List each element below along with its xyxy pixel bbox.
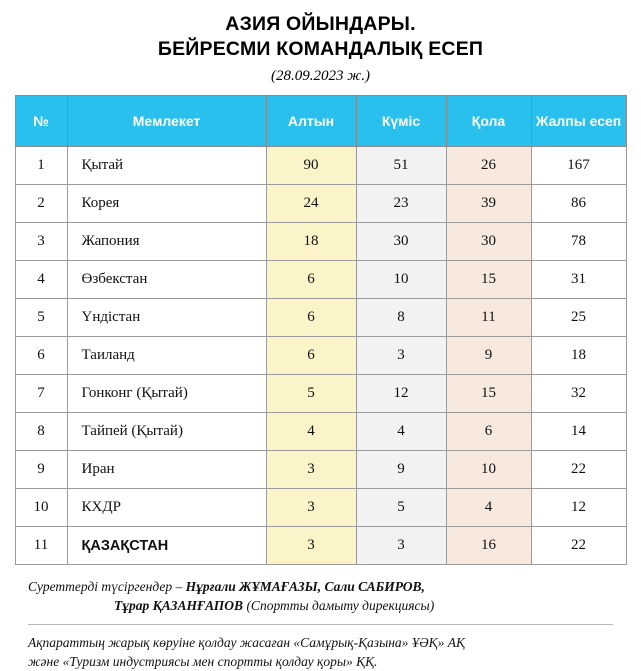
table-row	[15, 375, 626, 413]
cell-silver: 3	[356, 527, 446, 565]
cell-country: Қытай	[67, 147, 266, 185]
cell-rank: 7	[15, 375, 67, 413]
table-row	[15, 337, 626, 375]
column-header-total: Жалпы есеп	[531, 96, 626, 147]
photo-credits	[14, 577, 627, 615]
cell-rank: 11	[15, 527, 67, 565]
title-line-1: АЗИЯ ОЙЫНДАРЫ.	[225, 13, 416, 35]
table-row	[15, 489, 626, 527]
column-header-gold: Алтын	[266, 96, 356, 147]
cell-total: 86	[531, 185, 626, 223]
page-title	[14, 12, 627, 62]
cell-gold: 3	[266, 489, 356, 527]
cell-bronze: 15	[446, 375, 531, 413]
credits-names-1: Нұрғали ЖҰМАҒАЗЫ, Сали САБИРОВ,	[185, 579, 425, 594]
cell-gold: 3	[266, 527, 356, 565]
table-row	[15, 185, 626, 223]
cell-bronze: 39	[446, 185, 531, 223]
title-line-2: БЕЙРЕСМИ КОМАНДАЛЫҚ ЕСЕП	[157, 38, 484, 60]
cell-bronze: 9	[446, 337, 531, 375]
cell-silver: 9	[356, 451, 446, 489]
cell-bronze: 6	[446, 413, 531, 451]
cell-silver: 23	[356, 185, 446, 223]
cell-gold: 4	[266, 413, 356, 451]
credits-line-2	[28, 596, 627, 615]
cell-country: Өзбекстан	[67, 261, 266, 299]
cell-bronze: 11	[446, 299, 531, 337]
column-header-bronze: Қола	[446, 96, 531, 147]
footnote-line-2: және «Туризм индустриясы мен спортты қолдау қоры» ҚҚ.	[28, 654, 378, 669]
cell-bronze: 4	[446, 489, 531, 527]
table-row	[15, 261, 626, 299]
column-header-country: Мемлекет	[67, 96, 266, 147]
footer-divider	[28, 624, 613, 625]
column-header-number: №	[15, 96, 67, 147]
cell-total: 25	[531, 299, 626, 337]
cell-silver: 10	[356, 261, 446, 299]
page-subtitle: (28.09.2023 ж.)	[271, 68, 370, 84]
cell-country: Үндістан	[67, 299, 266, 337]
cell-rank: 1	[15, 147, 67, 185]
sponsor-footnote	[14, 633, 627, 671]
cell-gold: 6	[266, 261, 356, 299]
cell-silver: 30	[356, 223, 446, 261]
table-row	[15, 299, 626, 337]
credits-names-2: Тұрар ҚАЗАНҒАПОВ	[114, 598, 244, 613]
cell-rank: 5	[15, 299, 67, 337]
cell-country: Иран	[67, 451, 266, 489]
cell-rank: 9	[15, 451, 67, 489]
table-row	[15, 147, 626, 185]
cell-gold: 6	[266, 337, 356, 375]
cell-rank: 2	[15, 185, 67, 223]
table-body	[15, 147, 626, 565]
table-row	[15, 223, 626, 261]
credits-suffix: (Спортты дамыту дирекциясы)	[243, 598, 435, 613]
cell-country: КХДР	[67, 489, 266, 527]
cell-bronze: 10	[446, 451, 531, 489]
cell-country: ҚАЗАҚСТАН	[67, 527, 266, 565]
cell-gold: 24	[266, 185, 356, 223]
cell-country: Таиланд	[67, 337, 266, 375]
cell-total: 14	[531, 413, 626, 451]
cell-gold: 5	[266, 375, 356, 413]
cell-silver: 4	[356, 413, 446, 451]
column-header-silver: Күміс	[356, 96, 446, 147]
cell-total: 78	[531, 223, 626, 261]
cell-total: 22	[531, 451, 626, 489]
cell-country: Гонконг (Қытай)	[67, 375, 266, 413]
cell-silver: 8	[356, 299, 446, 337]
cell-rank: 6	[15, 337, 67, 375]
cell-silver: 5	[356, 489, 446, 527]
cell-country: Жапония	[67, 223, 266, 261]
table-header-row	[15, 96, 626, 147]
credits-line-1	[28, 577, 627, 596]
cell-country: Корея	[67, 185, 266, 223]
credits-prefix: Суреттерді түсіргендер –	[28, 579, 186, 594]
cell-total: 167	[531, 147, 626, 185]
cell-gold: 6	[266, 299, 356, 337]
cell-total: 32	[531, 375, 626, 413]
medal-standings-table	[15, 95, 627, 565]
cell-rank: 4	[15, 261, 67, 299]
cell-bronze: 30	[446, 223, 531, 261]
cell-country: Тайпей (Қытай)	[67, 413, 266, 451]
cell-total: 22	[531, 527, 626, 565]
cell-gold: 90	[266, 147, 356, 185]
cell-gold: 3	[266, 451, 356, 489]
table-row	[15, 527, 626, 565]
table-header	[15, 96, 626, 147]
cell-gold: 18	[266, 223, 356, 261]
table-row	[15, 413, 626, 451]
footnote-line-1: Ақпараттың жарық көруіне қолдау жасаған «Самұрық-Қазына» ҰӘҚ» АҚ	[28, 635, 465, 650]
cell-total: 31	[531, 261, 626, 299]
cell-silver: 12	[356, 375, 446, 413]
cell-bronze: 16	[446, 527, 531, 565]
cell-rank: 10	[15, 489, 67, 527]
cell-silver: 3	[356, 337, 446, 375]
cell-rank: 8	[15, 413, 67, 451]
cell-total: 12	[531, 489, 626, 527]
table-row	[15, 451, 626, 489]
cell-silver: 51	[356, 147, 446, 185]
cell-rank: 3	[15, 223, 67, 261]
cell-bronze: 15	[446, 261, 531, 299]
cell-total: 18	[531, 337, 626, 375]
cell-bronze: 26	[446, 147, 531, 185]
